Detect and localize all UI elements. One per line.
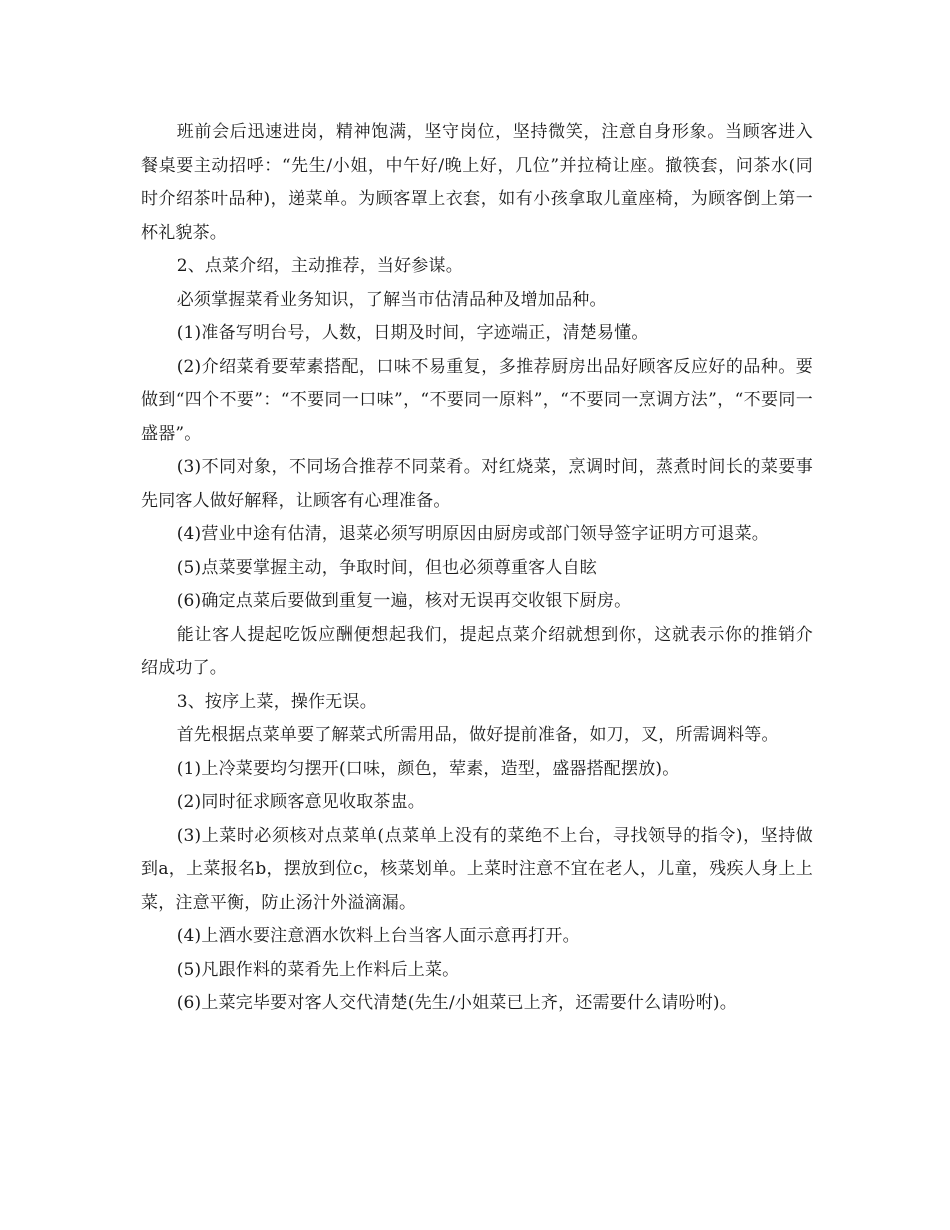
list-item-ordering-6: (6)确定点菜后要做到重复一遍，核对无误再交收银下厨房。	[176, 591, 632, 611]
list-item-serving-6: (6)上菜完毕要对客人交代清楚(先生/小姐菜已上齐，还需要什么请吩咐)。	[176, 993, 737, 1013]
list-item-ordering-2: (2)介绍菜肴要荤素搭配，口味不易重复，多推荐厨房出品好顾客反应好的品种。要做到“四个不要”：“不要同一口味”，“不要同一原料”，“不要同一烹调方法”，“不要同一盛器”。	[141, 356, 813, 444]
paragraph-greeting: 班前会后迅速进岗，精神饱满，坚守岗位，坚持微笑，注意自身形象。当顾客进入餐桌要主动招呼：“先生/小姐，中午好/晚上好，几位”并拉椅让座。撤筷套，问茶水(同时介绍茶叶品种)，递菜单。为顾客罩上衣套，如有小孩拿取儿童座椅，为顾客倒上第一杯礼貌茶。	[141, 122, 813, 243]
paragraph-menu-knowledge: 必须掌握菜肴业务知识，了解当市估清品种及增加品种。	[176, 289, 607, 310]
list-item-serving-2: (2)同时征求顾客意见收取茶盅。	[176, 792, 425, 812]
document-page	[141, 116, 813, 1021]
list-item-serving-3: (3)上菜时必须核对点菜单(点菜单上没有的菜绝不上台，寻找领导的指令)，坚持做到a，上菜报名b，摆放到位c，核菜划单。上菜时注意不宜在老人，儿童，残疾人身上上菜，注意平衡，防止汤汁外溢滴漏。	[141, 825, 813, 913]
list-item-ordering-4: (4)营业中途有估清，退菜必须写明原因由厨房或部门领导签字证明方可退菜。	[176, 524, 769, 544]
list-item-serving-1: (1)上冷菜要均匀摆开(口味，颜色，荤素，造型，盛器搭配摆放)。	[176, 758, 680, 779]
list-item-ordering-3: (3)不同对象，不同场合推荐不同菜肴。对红烧菜，烹调时间，蒸煮时间长的菜要事先同客人做好解释，让顾客有心理准备。	[141, 457, 813, 511]
list-item-ordering-1: (1)准备写明台号，人数，日期及时间，字迹端正，清楚易懂。	[176, 323, 649, 343]
paragraph-sales-success: 能让客人提起吃饭应酬便想起我们，提起点菜介绍就想到你，这就表示你的推销介绍成功了。	[141, 624, 813, 678]
list-item-serving-5: (5)凡跟作料的菜肴先上作料后上菜。	[176, 959, 460, 980]
section-heading-ordering: 2、点菜介绍，主动推荐，当好参谋。	[176, 256, 463, 276]
section-heading-serving: 3、按序上菜，操作无误。	[176, 691, 377, 712]
paragraph-serving-prep: 首先根据点菜单要了解菜式所需用品，做好提前准备，如刀，叉，所需调料等。	[176, 725, 779, 745]
list-item-ordering-5: (5)点菜要掌握主动，争取时间，但也必须尊重客人自眩	[176, 557, 597, 578]
list-item-serving-4: (4)上酒水要注意酒水饮料上台当客人面示意再打开。	[176, 926, 580, 946]
